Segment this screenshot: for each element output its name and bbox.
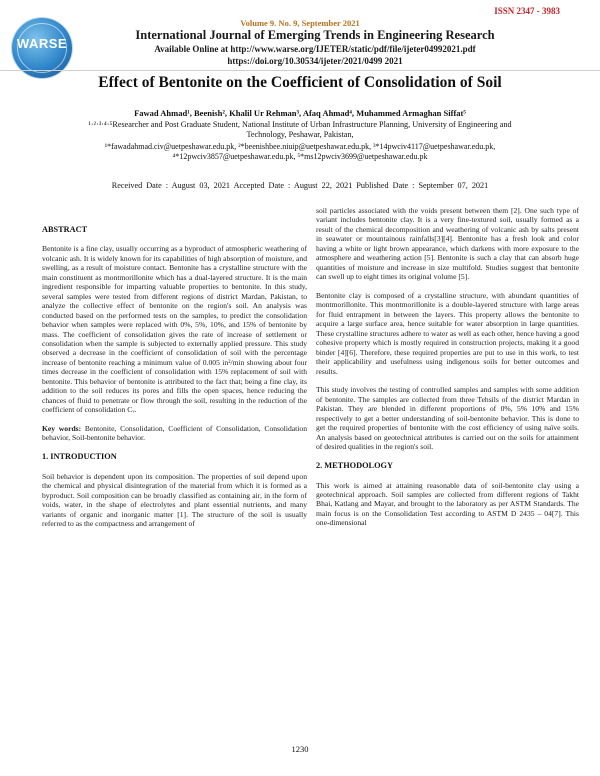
keywords-label: Key words: — [42, 424, 82, 433]
right-paragraph-1: soil particles associated with the voids present between them [2]. One such type of variant includes bentonite clay. It is a very fine-textured soil, usually formed as a result of the chemical decomposition and weathering of volcanic ash by salts present in seawater or mountainous rainfalls[3][4]. Bentonite has a fresh look and color having a white or light brown appearance, which darkens with more exposure to the atmosphere and weathering action [5]. Bentonite is such a clay that can absorb huge quantities of moisture and increase in size multifold. Studies suggest that bentonite can swell up to eight times its original volume [5]. — [316, 206, 579, 282]
abstract-text: Bentonite is a fine clay, usually occurring as a byproduct of atmospheric weathering of volcanic ash. It is widely known for its capabilities of high absorption of moisture, and swelling, as a result of moisture contact. Bentonite has a crystalline structure with the main constituent as montmorillonite which has a dual-layered structure. It is the main ingredient responsible for imparting valuable properties to bentonite. In this study, several samples were tested from different regions of district Mardan, Pakistan, to analyze the collective effect of bentonite on the region's soil. An analysis was conducted based on the performed tests on the samples, to predict the consolidation behavior when samples were replaced with 0%, 5%, 10%, and 15% of bentonite by mass. The coefficient of consolidation gives the rate of increase of settlement or consolidation when the sample is subjected to externally applied pressure. This study observed a decrease in the coefficient of consolidation of soil with the percentage increase of bentonite reaching a minimum value of 0.005 in²/min showing about four times decrease in the coefficient of consolidation with 15% replacement of soil with bentonite. This behavior of bentonite is attributed to the fact that; being a fine clay, its addition to the soil reduces its pores and fills the open spaces, hence reducing the chances of fluid to penetrate or flow through the soil, resulting in the reduction of the coefficient of consolidation Cᵥ. — [42, 244, 307, 415]
left-column — [42, 225, 307, 538]
author-list: Fawad Ahmad¹, Beenish², Khalil Ur Rehman³, Afaq Ahmad⁴, Muhammed Armaghan Siffat⁵ — [134, 108, 466, 118]
page-number: 1230 — [291, 744, 309, 754]
right-column — [316, 206, 579, 537]
online-url[interactable]: Available Online at http://www.warse.org/IJETER/static/pdf/file/ijeter04992021.pdf — [154, 44, 476, 54]
warse-logo-text: WARSE — [16, 36, 68, 51]
keywords — [42, 424, 307, 443]
affiliation — [36, 120, 564, 140]
affiliation-line-2: Technology, Peshawar, Pakistan, — [246, 130, 354, 139]
header-divider — [0, 70, 600, 71]
affiliation-line-1: ¹·²·³·⁴·⁵Researcher and Post Graduate Student, National Institute of Urban Infrastructure Planning, University of Engineering and — [88, 120, 512, 129]
right-paragraph-3: This study involves the testing of controlled samples and samples with some addition of bentonite. The samples are collected from three Tehsils of the district Mardan in Pakistan. They are blended in different proportions of 0%, 5% 10% and 15% respectively to get a better understanding of soil-bentonite behavior. This is done to get the required properties of bentonite with the cost efficiency of using naïve soils. An analysis based on geotechnical attributes is carried out on the soils for attainment of desired qualities in the region's soil. — [316, 385, 579, 452]
introduction-text: Soil behavior is dependent upon its composition. The properties of soil depend upon the chemical and physical disintegration of the material from which it is formed as a byproduct. Soil composition can be broadly classified as containing air, in the form of voids, water, in the shape of electrolytes and plant essential nutrients, and many variants of organic and inorganic matter [1]. The structure of the soil is usually referred to as the compactness and arrangement of — [42, 471, 307, 529]
issn-label: ISSN 2347 - 3983 — [494, 6, 560, 16]
emails-line-2[interactable]: ⁴*12pwciv3857@uetpeshawar.edu.pk, ⁵*ms12pwciv3699@uetpeshawar.edu.pk — [172, 152, 428, 161]
introduction-heading: 1. INTRODUCTION — [42, 452, 117, 462]
right-paragraph-2: Bentonite clay is composed of a crystalline structure, with abundant quantities of montmorillonite. This montmorillonite is a double-layered structure with large areas for fluid entrapment in between the layers. This property allows the bentonite to acquire a large surface area, hence suitable for water absorption in large quantities. These crystalline structures adhere to water as well as each other, hence having a good cohesive property which is mostly required in construction projects, making it a good binder [4][6]. Therefore, these required properties are put to use in this work, to test their applicability and usefulness using indigenous soils for better outcomes and results. — [316, 291, 579, 376]
volume-label: Volume 9. No. 9, September 2021 — [240, 18, 360, 28]
methodology-heading: 2. METHODOLOGY — [316, 461, 393, 471]
publication-dates: Received Date : August 03, 2021 Accepted Date : August 22, 2021 Published Date : September 07, 2021 — [111, 181, 489, 190]
abstract-heading: ABSTRACT — [42, 225, 88, 234]
journal-title: International Journal of Emerging Trends in Engineering Research — [135, 28, 495, 42]
keywords-text: Bentonite, Consolidation, Coefficient of Consolidation, Consolidation behavior, Soil-bentonite behavior. — [42, 424, 307, 443]
author-emails — [40, 142, 560, 162]
methodology-text: This work is aimed at attaining reasonable data of soil-bentonite clay using a geotechnical approach. Soil samples are collected from different regions of Takht Bhai, Katlang and Mayar, and brought to the laboratory as per ASTM Standards. The main focus is on the Consolidation Test according to ASTM D 2435 – 04[7]. This one-dimensional — [316, 480, 579, 528]
emails-line-1[interactable]: ¹*fawadahmad.civ@uetpeshawar.edu.pk, ²*beenishbee.niuip@uetpeshawar.edu.pk, ³*14pwciv4117@uetpeshawar.edu.pk, — [104, 142, 496, 151]
paper-title: Effect of Bentonite on the Coefficient of Consolidation of Soil — [98, 74, 502, 91]
doi-link[interactable]: https://doi.org/10.30534/ijeter/2021/0499 2021 — [227, 56, 403, 66]
